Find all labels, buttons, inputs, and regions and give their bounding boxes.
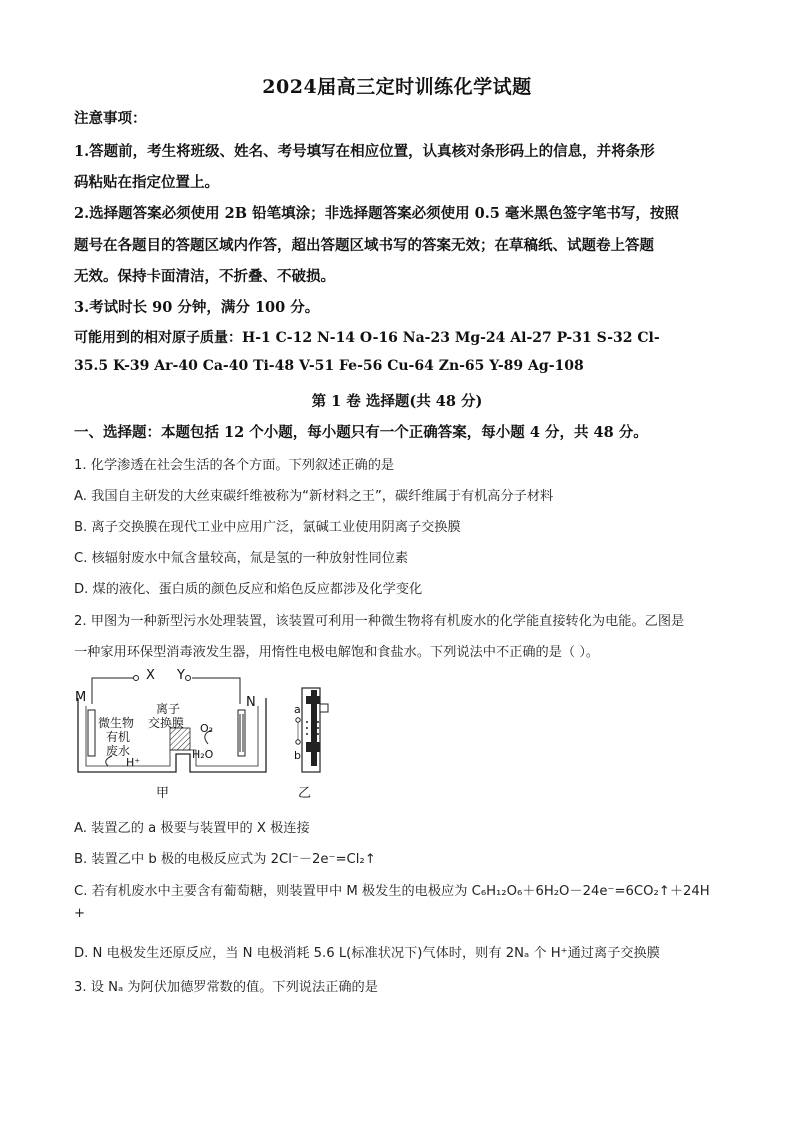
q2-option-b: B. 装置乙中 b 极的电极反应式为 2Cl⁻－2e⁻=Cl₂↑ [74, 852, 376, 867]
notice-line-1: 1.答题前，考生将班级、姓名、考号填写在相应位置，认真核对条形码上的信息，并将条形 [74, 143, 655, 160]
label-membrane-2: 交换膜 [148, 716, 185, 730]
label-h2o: H₂O [192, 748, 214, 761]
page-title: 2024届高三定时训练化学试题 [262, 76, 532, 98]
notice-line-2: 码粘贴在指定位置上。 [74, 174, 219, 191]
notice-heading: 注意事项： [74, 110, 147, 127]
label-organic: 有机 [106, 730, 131, 744]
q3-stem: 3. 设 Nₐ 为阿伏加德罗常数的值。下列说法正确的是 [74, 980, 378, 995]
label-h-plus: H⁺ [126, 756, 141, 769]
label-m: M [75, 690, 87, 705]
label-y: Y [177, 668, 185, 683]
notice-line-3: 2.选择题答案必须使用 2B 铅笔填涂；非选择题答案必须使用 0.5 毫米黑色签字笔书写，按照 [74, 205, 679, 222]
q2-stem-2: 一种家用环保型消毒液发生器，用惰性电极电解饱和食盐水。下列说法中不正确的是（ ）。 [74, 645, 600, 660]
figure-yi-diagram [288, 686, 334, 776]
label-wastewater: 废水 [106, 744, 131, 758]
notice-line-5: 无效。保持卡面清洁，不折叠、不破损。 [74, 268, 335, 285]
q2-option-a: A. 装置乙的 a 极要与装置甲的 X 极连接 [74, 821, 310, 836]
q2-option-c [74, 880, 710, 899]
label-n: N [246, 695, 256, 710]
section-title: 第 1 卷 选择题(共 48 分) [311, 393, 483, 410]
part-one-heading: 一、选择题：本题包括 12 个小题，每小题只有一个正确答案，每小题 4 分，共 48 分。 [74, 424, 648, 441]
caption-yi: 乙 [298, 786, 312, 801]
q1-option-a: A. 我国自主研发的大丝束碳纤维被称为“新材料之王”，碳纤维属于有机高分子材料 [74, 489, 554, 504]
label-x: X [146, 668, 155, 683]
q2-stem-1: 2. 甲图为一种新型污水处理装置，该装置可利用一种微生物将有机废水的化学能直接转化为电能。乙图是 [74, 614, 685, 629]
caption-jia: 甲 [156, 786, 170, 801]
label-microbe: 微生物 [98, 716, 135, 730]
atomic-mass-line-1: 可能用到的相对原子质量：H-1 C-12 N-14 O-16 Na-23 Mg-24 Al-27 P-31 S-32 Cl- [74, 330, 660, 346]
label-a-electrode: a [294, 703, 301, 716]
notice-line-6: 3.考试时长 90 分钟，满分 100 分。 [74, 299, 320, 316]
q2-option-c-equation: C₆H₁₂O₆＋6H₂O－24e⁻=6CO₂↑＋24H [471, 884, 710, 899]
label-membrane-1: 离子 [156, 702, 181, 716]
q2-option-d: D. N 电极发生还原反应，当 N 电极消耗 5.6 L(标准状况下)气体时，则有 2Nₐ 个 H⁺通过离子交换膜 [74, 946, 660, 961]
q1-option-d: D. 煤的液化、蛋白质的颜色反应和焰色反应都涉及化学变化 [74, 582, 423, 597]
q2-option-c-text: C. 若有机废水中主要含有葡萄糖，则装置甲中 M 极发生的电极应为 [74, 884, 472, 899]
notice-line-4: 题号在各题目的答题区域内作答，超出答题区域书写的答案无效；在草稿纸、试题卷上答题 [74, 237, 654, 254]
label-o2: O₂ [200, 722, 214, 735]
atomic-mass-line-2: 35.5 K-39 Ar-40 Ca-40 Ti-48 V-51 Fe-56 Cu-64 Zn-65 Y-89 Ag-108 [74, 358, 584, 374]
q1-stem: 1. 化学渗透在社会生活的各个方面。下列叙述正确的是 [74, 458, 395, 473]
label-b-electrode: b [294, 749, 301, 762]
q2-option-c-tail: + [74, 906, 86, 921]
q1-option-b: B. 离子交换膜在现代工业中应用广泛，氯碱工业使用阴离子交换膜 [74, 520, 461, 535]
q1-option-c: C. 核辐射废水中氚含量较高，氚是氢的一种放射性同位素 [74, 551, 409, 566]
